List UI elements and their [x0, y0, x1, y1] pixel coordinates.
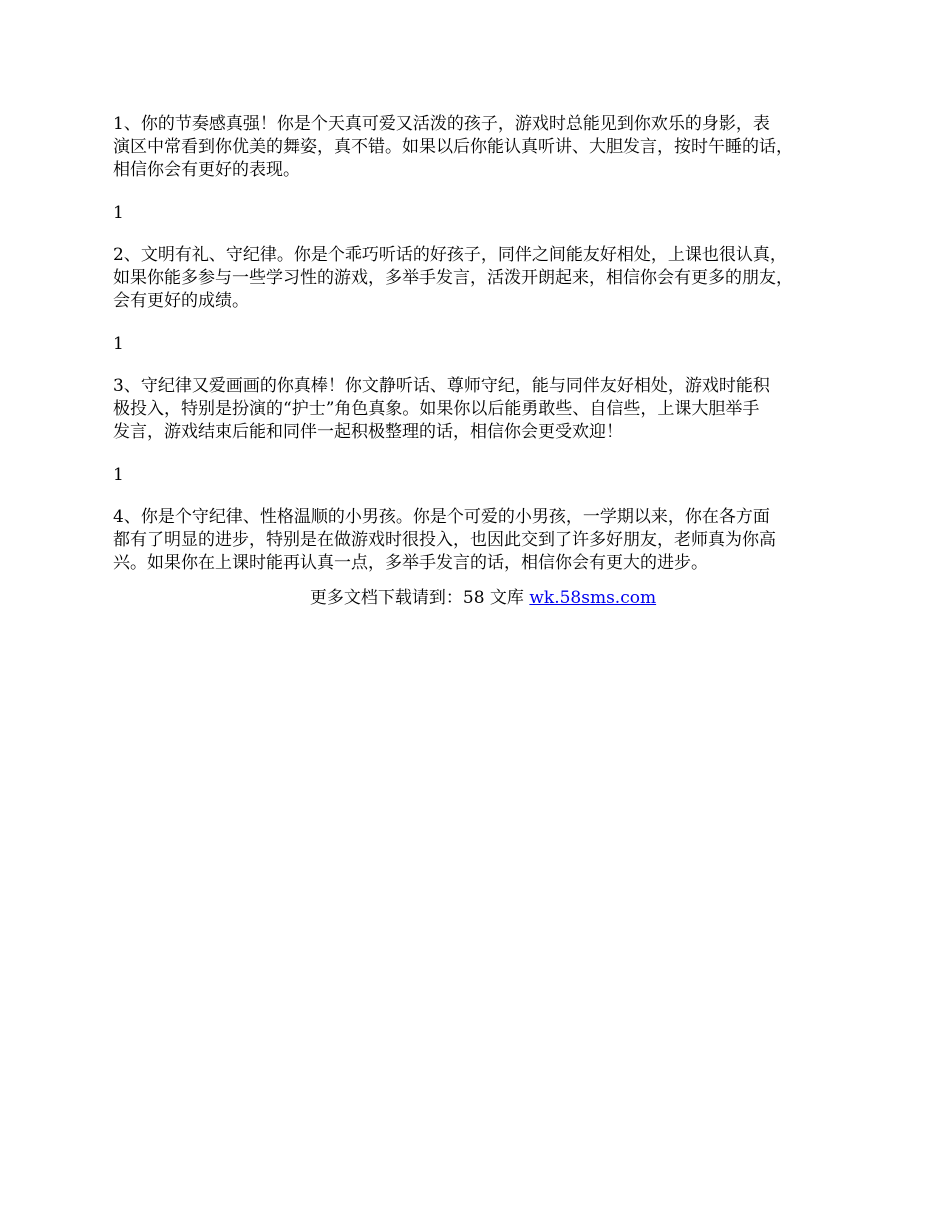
paragraph-line: 会有更好的成绩。: [113, 291, 249, 311]
paragraph-line: 如果你能多参与一些学习性的游戏，多举手发言，活泼开朗起来，相信你会有更多的朋友，: [113, 268, 793, 288]
comment-paragraph-2: [113, 244, 853, 313]
footer-text: 更多文档下载请到：58 文库: [309, 588, 530, 608]
page-number: 1: [113, 334, 124, 354]
download-footer: [113, 587, 853, 610]
comment-paragraph-1: [113, 113, 853, 182]
comment-paragraph-3: [113, 375, 853, 444]
comment-paragraph-4: [113, 506, 853, 575]
paragraph-line: 相信你会有更好的表现。: [113, 160, 300, 180]
page-number: 1: [113, 465, 124, 485]
paragraph-line: 都有了明显的进步，特别是在做游戏时很投入，也因此交到了许多好朋友，老师真为你高: [113, 530, 776, 550]
paragraph-line: 1、你的节奏感真强！你是个天真可爱又活泼的孩子，游戏时总能见到你欢乐的身影，表: [113, 114, 770, 134]
paragraph-line: 2、文明有礼、守纪律。你是个乖巧听话的好孩子，同伴之间能友好相处，上课也很认真，: [113, 245, 787, 265]
paragraph-line: 发言，游戏结束后能和同伴一起积极整理的话，相信你会更受欢迎！: [113, 422, 623, 442]
paragraph-line: 4、你是个守纪律、性格温顺的小男孩。你是个可爱的小男孩，一学期以来，你在各方面: [113, 507, 770, 527]
page-number: 1: [113, 203, 124, 223]
paragraph-line: 演区中常看到你优美的舞姿，真不错。如果以后你能认真听讲、大胆发言，按时午睡的话，: [113, 137, 793, 157]
paragraph-line: 兴。如果你在上课时能再认真一点，多举手发言的话，相信你会有更大的进步。: [113, 553, 708, 573]
paragraph-line: 3、守纪律又爱画画的你真棒！你文静听话、尊师守纪，能与同伴友好相处，游戏时能积: [113, 376, 770, 396]
document-body: [113, 113, 853, 610]
footer-link[interactable]: wk.58sms.com: [529, 588, 657, 608]
paragraph-line: 极投入，特别是扮演的“护士”角色真象。如果你以后能勇敢些、自信些，上课大胆举手: [113, 399, 760, 419]
